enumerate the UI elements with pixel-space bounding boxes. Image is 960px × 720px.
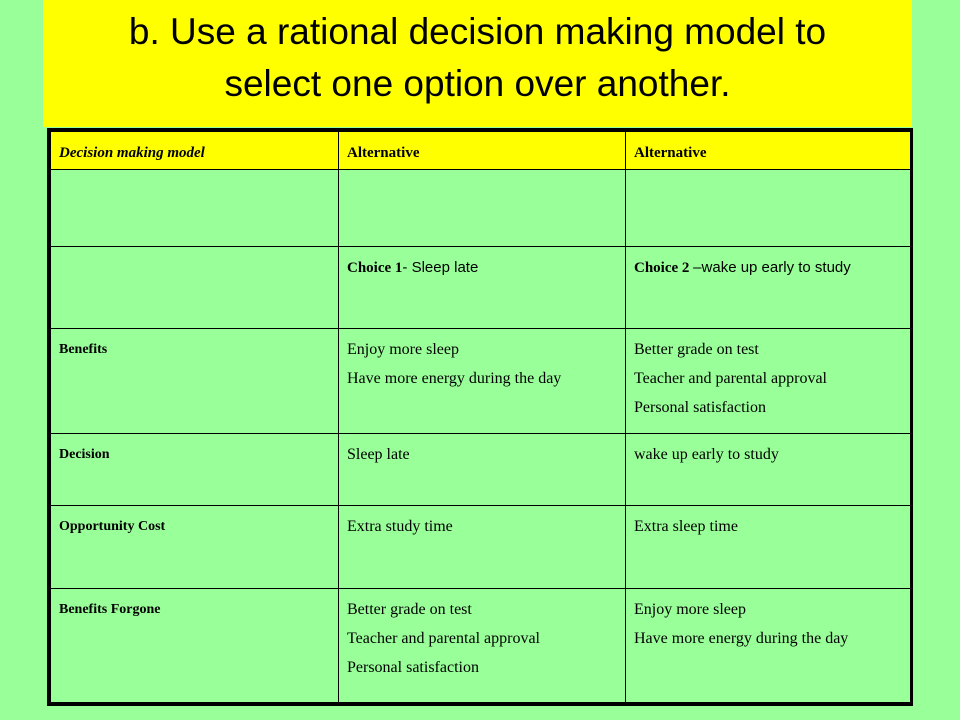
list-item: Better grade on test bbox=[634, 341, 759, 358]
title-banner bbox=[43, 0, 912, 127]
choice-1-text: - Sleep late bbox=[402, 259, 479, 276]
benefits-row bbox=[51, 329, 911, 434]
benefits-forgone-label: Benefits Forgone bbox=[51, 589, 339, 703]
slide-title bbox=[43, 6, 912, 110]
opportunity-cost-label: Opportunity Cost bbox=[51, 506, 339, 589]
empty-cell bbox=[51, 247, 339, 329]
empty-cell bbox=[51, 170, 339, 247]
choice-row bbox=[51, 247, 911, 329]
empty-row bbox=[51, 170, 911, 247]
list-item: Teacher and parental approval bbox=[634, 370, 827, 387]
decision-table bbox=[47, 128, 913, 706]
list-item: Have more energy during the day bbox=[634, 630, 849, 647]
list-item: Teacher and parental approval bbox=[347, 630, 540, 647]
decision-choice-2: wake up early to study bbox=[626, 434, 911, 506]
decision-label: Decision bbox=[51, 434, 339, 506]
decision-choice-1: Sleep late bbox=[339, 434, 626, 506]
opportunity-cost-choice-2: Extra sleep time bbox=[626, 506, 911, 589]
benefits-forgone-row bbox=[51, 589, 911, 703]
benefits-label: Benefits bbox=[51, 329, 339, 434]
choice-2-cell bbox=[626, 247, 911, 329]
decision-row bbox=[51, 434, 911, 506]
benefits-forgone-choice-2 bbox=[626, 589, 911, 703]
list-item: Personal satisfaction bbox=[634, 399, 766, 416]
choice-1-cell bbox=[339, 247, 626, 329]
list-item: Enjoy more sleep bbox=[634, 601, 746, 618]
empty-cell bbox=[626, 170, 911, 247]
list-item: Enjoy more sleep bbox=[347, 341, 459, 358]
header-decision-model: Decision making model bbox=[51, 132, 339, 170]
title-line-1: b. Use a rational decision making model to bbox=[128, 11, 827, 52]
benefits-choice-1 bbox=[339, 329, 626, 434]
list-item: Have more energy during the day bbox=[347, 370, 562, 387]
benefits-forgone-choice-1 bbox=[339, 589, 626, 703]
benefits-choice-2 bbox=[626, 329, 911, 434]
title-line-2: select one option over another. bbox=[224, 63, 731, 104]
header-row bbox=[51, 132, 911, 170]
choice-2-text: –wake up early to study bbox=[693, 259, 851, 276]
empty-cell bbox=[339, 170, 626, 247]
list-item: Better grade on test bbox=[347, 601, 472, 618]
opportunity-cost-choice-1: Extra study time bbox=[339, 506, 626, 589]
header-alternative-1: Alternative bbox=[339, 132, 626, 170]
opportunity-cost-row bbox=[51, 506, 911, 589]
choice-2-prefix: Choice 2 bbox=[634, 260, 694, 276]
list-item: Personal satisfaction bbox=[347, 659, 479, 676]
header-alternative-2: Alternative bbox=[626, 132, 911, 170]
choice-1-prefix: Choice 1 bbox=[347, 260, 403, 276]
